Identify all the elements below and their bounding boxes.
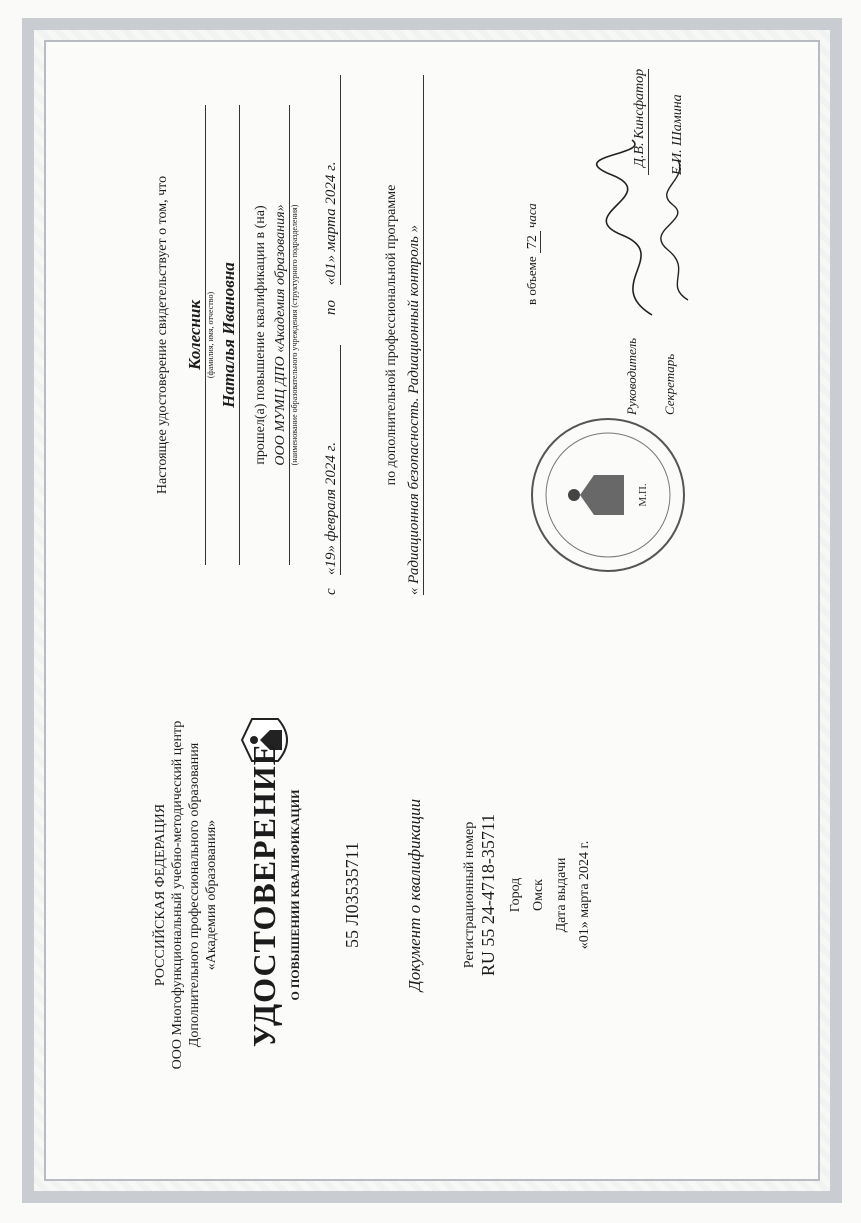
date-label: Дата выдачи (554, 857, 569, 933)
from-prefix: с (323, 588, 339, 595)
document-type: Документ о квалификации (405, 798, 424, 992)
content-page (72, 65, 792, 605)
head-name: Д.В. Кинсфатор (632, 69, 649, 175)
surname: Колесник (185, 105, 206, 565)
given-names: Наталья Ивановна (219, 105, 240, 565)
program-intro: по дополнительной профессиональной программе (384, 184, 399, 486)
volume-prefix: в объеме (524, 256, 539, 305)
org-line-1: ООО Многофункциональный учебно-методический центр (170, 720, 185, 1070)
document-subtitle: О ПОВЫШЕНИИ КВАЛИФИКАЦИИ (288, 789, 302, 1001)
program-name: « Радиационная безопасность. Радиационный контроль » (406, 75, 424, 595)
surname-caption: (фамилия, имя, отчество) (206, 291, 215, 379)
certificate-content (72, 55, 792, 1165)
city: Омск (531, 879, 546, 911)
issue-date: «01» марта 2024 г. (577, 840, 592, 950)
volume-unit: часа (524, 203, 539, 228)
org-line-3: «Академия образования» (204, 819, 219, 971)
institution-caption: (наименование образовательного учреждения (структурного подразделения) (290, 204, 299, 466)
secretary-label: Секретарь (662, 353, 677, 415)
city-label: Город (508, 877, 523, 913)
official-seal-icon (528, 415, 688, 575)
head-label: Руководитель (624, 337, 639, 415)
volume-hours: 72 (525, 231, 541, 253)
cover-page (72, 625, 792, 1165)
svg-text:М.П.: М.П. (637, 483, 649, 507)
institution: ООО МУМЦ ДПО «Академия образования» (273, 105, 290, 565)
to-prefix: по (323, 300, 339, 315)
secretary-name: Е.И. Шамина (670, 94, 685, 175)
document-title: УДОСТОВЕРЕНИЕ (246, 742, 282, 1048)
passed-text: прошел(а) повышение квалификации в (на) (253, 205, 268, 465)
from-date: «19» февраля 2024 г. (323, 345, 341, 575)
org-line-2: Дополнительного профессионального образования (187, 742, 202, 1048)
country: РОССИЙСКАЯ ФЕДЕРАЦИЯ (153, 803, 168, 987)
secretary-signature-icon (658, 155, 698, 305)
reg-label: Регистрационный номер (462, 821, 477, 969)
reg-number: RU 55 24-4718-35711 (478, 813, 498, 977)
intro-text: Настоящее удостоверение свидетельствует о том, что (155, 175, 170, 495)
to-date: «01» марта 2024 г. (323, 75, 341, 285)
certificate-number: 55 Л03535711 (342, 841, 362, 949)
